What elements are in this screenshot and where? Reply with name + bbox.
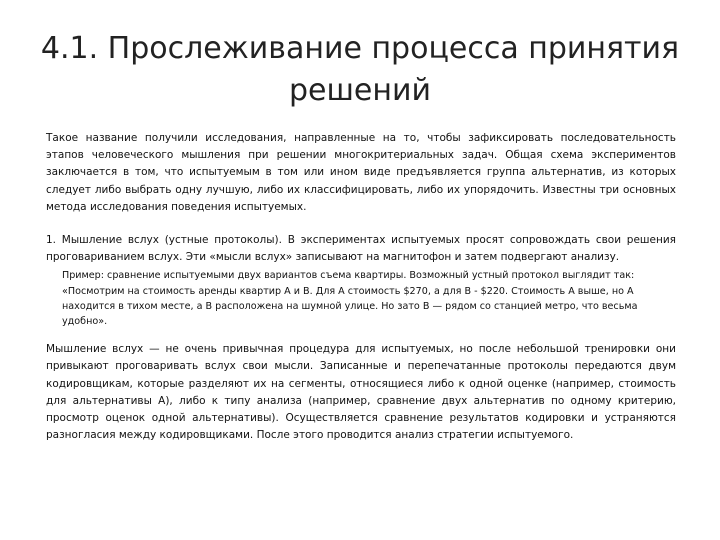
example-paragraph: Пример: сравнение испытуемыми двух вариантов съема квартиры. Возможный устный протокол выглядит так: «Посмотрим на стоимость аренды квартир А и В. Для А стоимость $270, а для В - $220. Стоимость А выше, но А находится в тихом месте, а В расположена на шумной улице. Но зато В — рядом со станцией метро, что весьма удобно». <box>62 270 638 328</box>
method-thinking-aloud-paragraph: 1. Мышление вслух (устные протоколы). В экспериментах испытуемых просят сопровождать свои решения проговариванием вслух. Эти «мысли вслух» записывают на магнитофон и затем подвергают анализу. <box>46 234 676 264</box>
analysis-paragraph: Мышление вслух — не очень привычная процедура для испытуемых, но после небольшой тренировки они привыкают проговаривать вслух свои мысли. Записанные и перепечатанные протоколы передаются двум кодировщикам, которые разделяют их на сегменты, относящиеся либо к одной оценке (например, стоимость для альтернативы А), либо к типу анализа (например, сравнение двух альтернатив по одному критерию, просмотр оценок одной альтернативы). Осуществляется сравнение результатов кодировки и устраняются разногласия между кодировщиками. После этого проводится анализ стратегии испытуемого. <box>46 343 676 442</box>
slide-body <box>46 130 676 444</box>
intro-paragraph: Такое название получили исследования, направленные на то, чтобы зафиксировать последовательность этапов человеческого мышления при решении многокритериальных задач. Общая схема экспериментов заключается в том, что испытуемым в том или ином виде предъявляется группа альтернатив, из которых следует либо выбрать одну лучшую, либо их классифицировать, либо их упорядочить. Известны три основных метода исследования поведения испытуемых. <box>46 132 676 213</box>
slide-title: 4.1. Прослеживание процесса принятия решений <box>40 31 680 108</box>
